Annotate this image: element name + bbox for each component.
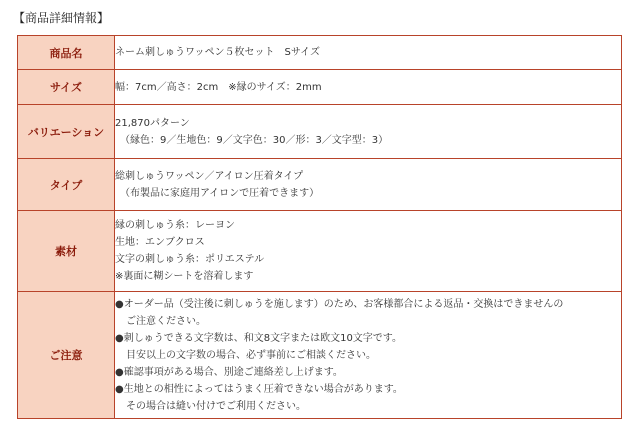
section-heading: 【商品詳細情報】: [13, 11, 110, 25]
row-value-notes: [115, 292, 622, 419]
row-value-product-name: [115, 36, 622, 70]
table-row-type: [18, 159, 622, 211]
row-value-size: [115, 70, 622, 105]
material-line: 文字の刺しゅう糸：ポリエステル: [115, 254, 265, 265]
material-line: 生地：エンブクロス: [115, 237, 205, 248]
table-row-product-name: [18, 36, 622, 70]
product-details-table: [17, 35, 622, 419]
table-row-variation: [18, 105, 622, 159]
notes-line: その場合は縫い付けでご利用ください。: [126, 400, 306, 412]
notes-line: ●オーダー品（受注後に刺しゅうを施します）のため、お客様都合による返品・交換はできませんの: [115, 298, 564, 310]
row-label-type: タイプ: [18, 159, 115, 211]
product-name-text: ネーム刺しゅうワッペン５枚セット Sサイズ: [115, 47, 321, 58]
material-line: ※裏面に糊シートを溶着します: [115, 271, 254, 282]
row-label-material: 素材: [18, 211, 115, 292]
notes-line: ●刺しゅうできる文字数は、和文8文字または欧文10文字です。: [115, 332, 403, 344]
size-text: 幅：7cm／高さ：2cm ※縁のサイズ：2mm: [115, 81, 322, 93]
variation-breakdown-text: （縁色：9／生地色：9／文字色：30／形：3／文字型：3）: [120, 134, 389, 146]
notes-line: ご注意ください。: [126, 315, 206, 327]
type-text: 総刺しゅうワッペン／アイロン圧着タイプ: [115, 170, 304, 182]
table-row-material: [18, 211, 622, 292]
notes-line: 目安以上の文字数の場合、必ず事前にご相談ください。: [126, 349, 376, 361]
notes-line: ●生地との相性によってはうまく圧着できない場合があります。: [115, 383, 403, 395]
row-label-variation: バリエーション: [18, 105, 115, 159]
row-label-product-name: 商品名: [18, 36, 115, 70]
row-value-material: [115, 211, 622, 292]
table-row-notes: [18, 292, 622, 419]
row-value-type: [115, 159, 622, 211]
row-label-notes: ご注意: [18, 292, 115, 419]
material-line: 縁の刺しゅう糸：レーヨン: [115, 220, 235, 231]
notes-line: ●確認事項がある場合、別途ご連絡差し上げます。: [115, 366, 343, 378]
variation-count-text: 21,870パターン: [115, 117, 190, 129]
row-label-size: サイズ: [18, 70, 115, 105]
type-note-text: （布製品に家庭用アイロンで圧着できます）: [120, 187, 320, 199]
row-value-variation: [115, 105, 622, 159]
table-row-size: [18, 70, 622, 105]
